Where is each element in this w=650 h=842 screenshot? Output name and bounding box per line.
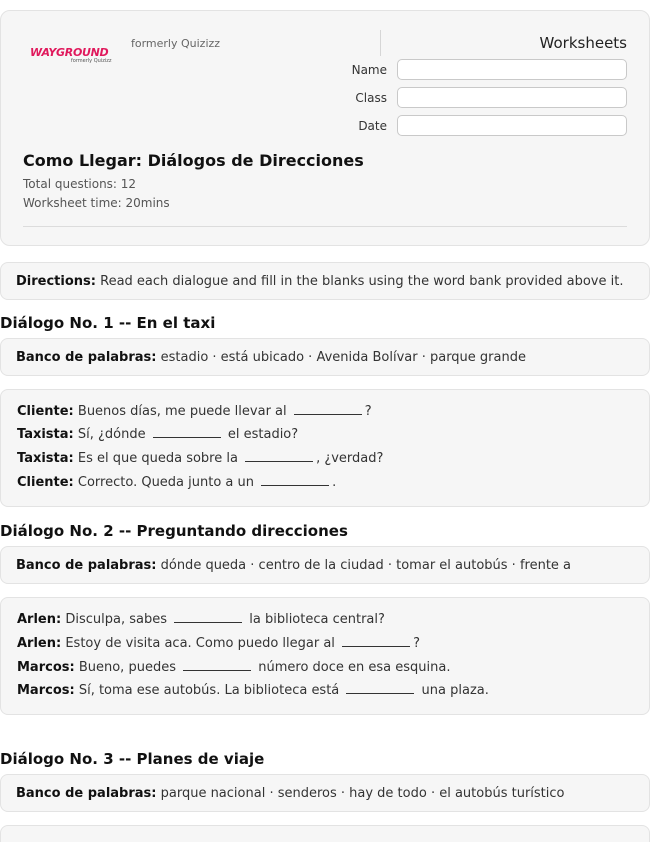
line-text: Disculpa, sabes xyxy=(61,612,167,627)
line-text: Sí, ¿dónde xyxy=(73,427,146,442)
answer-blank[interactable] xyxy=(153,428,221,438)
word-bank-label: Banco de palabras: xyxy=(16,350,157,365)
line-text: Correcto. Queda junto a un xyxy=(73,475,255,490)
line-text: Buenos días, me puede llevar al xyxy=(73,404,287,419)
answer-blank[interactable] xyxy=(174,613,242,623)
speaker: Marcos: xyxy=(17,683,75,698)
dialogue-line xyxy=(17,612,385,627)
directions-body: Read each dialogue and fill in the blanks using the word bank provided above it. xyxy=(95,274,624,289)
worksheets-title: Worksheets xyxy=(539,34,627,52)
line-text: número doce en esa esquina. xyxy=(254,660,451,675)
word-bank-1-text xyxy=(16,350,526,365)
dialogue-line xyxy=(17,683,489,698)
word-bank-label: Banco de palabras: xyxy=(16,558,157,573)
dialogue-line xyxy=(17,427,298,442)
line-text: Estoy de visita aca. Como puedo llegar al xyxy=(61,636,335,651)
speaker: Taxista: xyxy=(17,451,74,466)
word-bank-3-text xyxy=(16,786,565,801)
word-bank-2-text xyxy=(16,558,571,573)
line-text: el estadio? xyxy=(223,427,299,442)
speaker: Cliente: xyxy=(17,475,74,490)
name-label: Name xyxy=(351,63,387,77)
dialogue-line xyxy=(17,475,336,490)
date-field[interactable] xyxy=(397,115,627,136)
header-rule xyxy=(23,226,627,227)
directions-box xyxy=(0,262,650,300)
dialogue-line xyxy=(17,451,383,466)
word-bank-1 xyxy=(0,338,650,376)
name-field[interactable] xyxy=(397,59,627,80)
answer-blank[interactable] xyxy=(183,661,251,671)
line-text: Sí, toma ese autobús. La biblioteca está xyxy=(74,683,340,698)
header-divider xyxy=(380,30,381,56)
dialogue-1-title: Diálogo No. 1 -- En el taxi xyxy=(0,314,216,332)
answer-blank[interactable] xyxy=(346,684,414,694)
word-bank-3 xyxy=(0,774,650,812)
line-text: , ¿verdad? xyxy=(316,451,384,466)
word-bank-1-words: estadio · está ubicado · Avenida Bolívar · parque grande xyxy=(156,350,526,365)
date-label: Date xyxy=(358,119,387,133)
formerly-quizizz-text: formerly Quizizz xyxy=(131,37,221,50)
answer-blank[interactable] xyxy=(245,452,313,462)
answer-blank[interactable] xyxy=(342,637,410,647)
line-text: ? xyxy=(413,636,420,651)
dialogue-line xyxy=(17,404,372,419)
dialogue-3-title: Diálogo No. 3 -- Planes de viaje xyxy=(0,750,265,768)
line-text: la biblioteca central? xyxy=(245,612,385,627)
speaker: Marcos: xyxy=(17,660,75,675)
dialogue-3-box xyxy=(0,825,650,842)
line-text: una plaza. xyxy=(417,683,489,698)
line-text: Es el que queda sobre la xyxy=(73,451,238,466)
worksheet-title: Como Llegar: Diálogos de Direcciones xyxy=(23,151,364,170)
dialogue-line xyxy=(17,636,420,651)
line-text: ? xyxy=(364,404,372,419)
directions-text xyxy=(16,274,623,289)
logo-wordmark: WAYGROUND xyxy=(30,46,109,59)
line-text: . xyxy=(332,475,337,490)
answer-blank[interactable] xyxy=(294,405,362,415)
total-questions: Total questions: 12 xyxy=(23,177,137,191)
logo-subtext: formerly Quizizz xyxy=(71,58,112,64)
class-field[interactable] xyxy=(397,87,627,108)
speaker: Arlen: xyxy=(17,636,62,651)
speaker: Arlen: xyxy=(17,612,62,627)
directions-label: Directions: xyxy=(16,274,96,289)
line-text: Bueno, puedes xyxy=(74,660,176,675)
dialogue-line xyxy=(17,660,450,675)
answer-blank[interactable] xyxy=(261,476,329,486)
speaker: Taxista: xyxy=(17,427,74,442)
worksheet-time: Worksheet time: 20mins xyxy=(23,196,170,210)
word-bank-label: Banco de palabras: xyxy=(16,786,157,801)
dialogue-2-title: Diálogo No. 2 -- Preguntando direcciones xyxy=(0,522,348,540)
wayground-logo xyxy=(30,45,118,67)
speaker: Cliente: xyxy=(17,404,74,419)
word-bank-3-words: parque nacional · senderos · hay de todo · el autobús turístico xyxy=(156,786,565,801)
class-label: Class xyxy=(355,91,387,105)
word-bank-2-words: dónde queda · centro de la ciudad · tomar el autobús · frente a xyxy=(156,558,572,573)
word-bank-2 xyxy=(0,546,650,584)
